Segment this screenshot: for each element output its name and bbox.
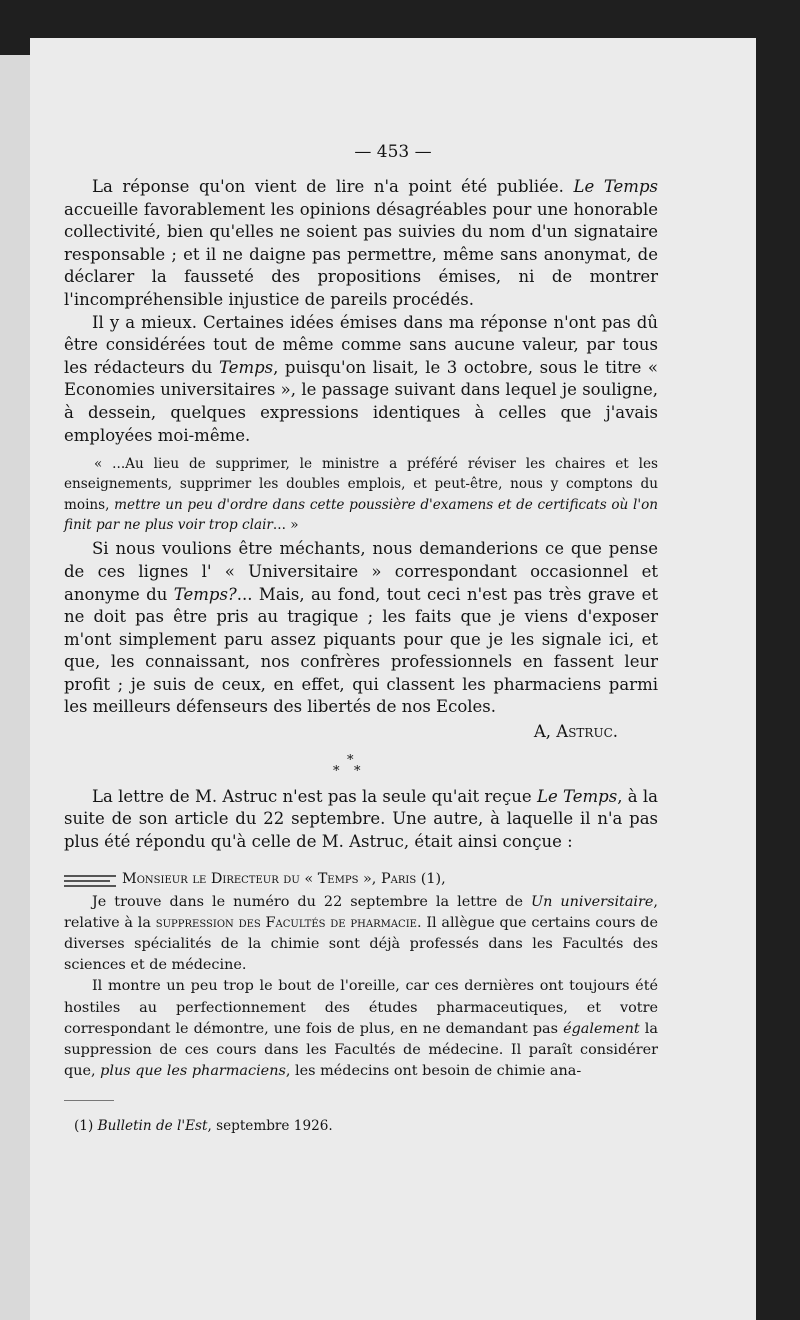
paragraph-1: La réponse qu'on vient de lire n'a point été publiée. Le Temps accueille favorablement les opinions désagréables pour une honorable collectivité, bien qu'elles ne soient pas suivies du nom d'un signataire responsable ; et il ne daigne pas permettre, même sans anonymat, de déclarer la fausseté des propositions émises, ni de montrer l'incompréhensible injustice de pareils procédés.	[64, 177, 658, 309]
footnote: (1) Bulletin de l'Est, septembre 1926.	[74, 1118, 333, 1135]
ornament-rule	[64, 880, 110, 882]
paragraph-4: La lettre de M. Astruc n'est pas la seule qu'ait reçue Le Temps, à la suite de son article du 22 septembre. Une autre, à laquelle il n'a pas plus été répondu qu'à celle de M. Astruc, était ainsi conçue :	[64, 786, 659, 851]
ornament-rule	[64, 875, 116, 877]
adjacent-page-edge	[0, 55, 32, 1320]
paragraph-2: Il y a mieux. Certaines idées émises dans ma réponse n'ont pas dû être considérées tout de même comme sans aucune valeur, par tous les rédacteurs du Temps, puisqu'on lisait, le 3 octobre, sous le titre « Economies universitaires », le passage suivant dans lequel je souligne, à dessein, quelques expressions identiques à celles que j'avais employées moi-même.	[64, 312, 658, 445]
letter-paragraph-2: Il montre un peu trop le bout de l'oreille, car ces dernières ont toujours été hostiles au perfectionnement des études pharmaceutiques, et votre correspondant le démontre, une fois de plus, en ne demandant pas également la suppression de ces cours dans les Facultés de médecine. Il paraît considérer que, plus que les pharmaciens, les médecins ont besoin de chimie ana-	[64, 978, 658, 1080]
signature: A, Astruc.	[533, 722, 618, 742]
star: *	[347, 752, 354, 768]
quoted-passage: « ...Au lieu de supprimer, le ministre a préféré réviser les chaires et les enseignements, supprimer les doubles emplois, et peut-être, nous y comptons du moins, mettre un peu d'ordre dans cette poussière d'examens et de certificats où l'on finit par ne plus voir trop clair... »	[64, 456, 659, 534]
letter-paragraph-1: Je trouve dans le numéro du 22 septembre la lettre de Un universitaire, relative à la suppression des Facultés de pharmacie. Il allègue que certains cours de diverses spécialités de la chimie sont déjà professés dans les Facultés des sciences et de médecine.	[64, 893, 658, 974]
letter-salutation: Monsieur le Directeur du « Temps », Paris (1),	[64, 869, 658, 890]
document-page	[30, 38, 756, 1320]
ornament-rule	[64, 885, 116, 887]
footnote-divider	[64, 1100, 114, 1101]
quoted-letter	[64, 869, 658, 1082]
page-number: — 453 —	[354, 142, 432, 162]
main-text	[64, 176, 658, 1135]
paragraph-3: Si nous voulions être méchants, nous demanderions ce que pense de ces lignes l' « Universitaire » correspondant occasionnel et anonyme du Temps?... Mais, au fond, tout ceci n'est pas très grave et ne doit pas être pris au tragique ; les faits que je viens d'exposer m'ont simplement paru assez piquants pour que je les signale ici, et que, les connaissant, nos confrères professionnels en fassent leur profit ; je suis de ceux, en effet, qui classent les pharmaciens parmi les meilleurs défenseurs des libertés de nos Ecoles.	[64, 539, 658, 717]
section-separator	[64, 746, 658, 786]
star: *	[354, 763, 361, 779]
star: *	[333, 763, 340, 779]
